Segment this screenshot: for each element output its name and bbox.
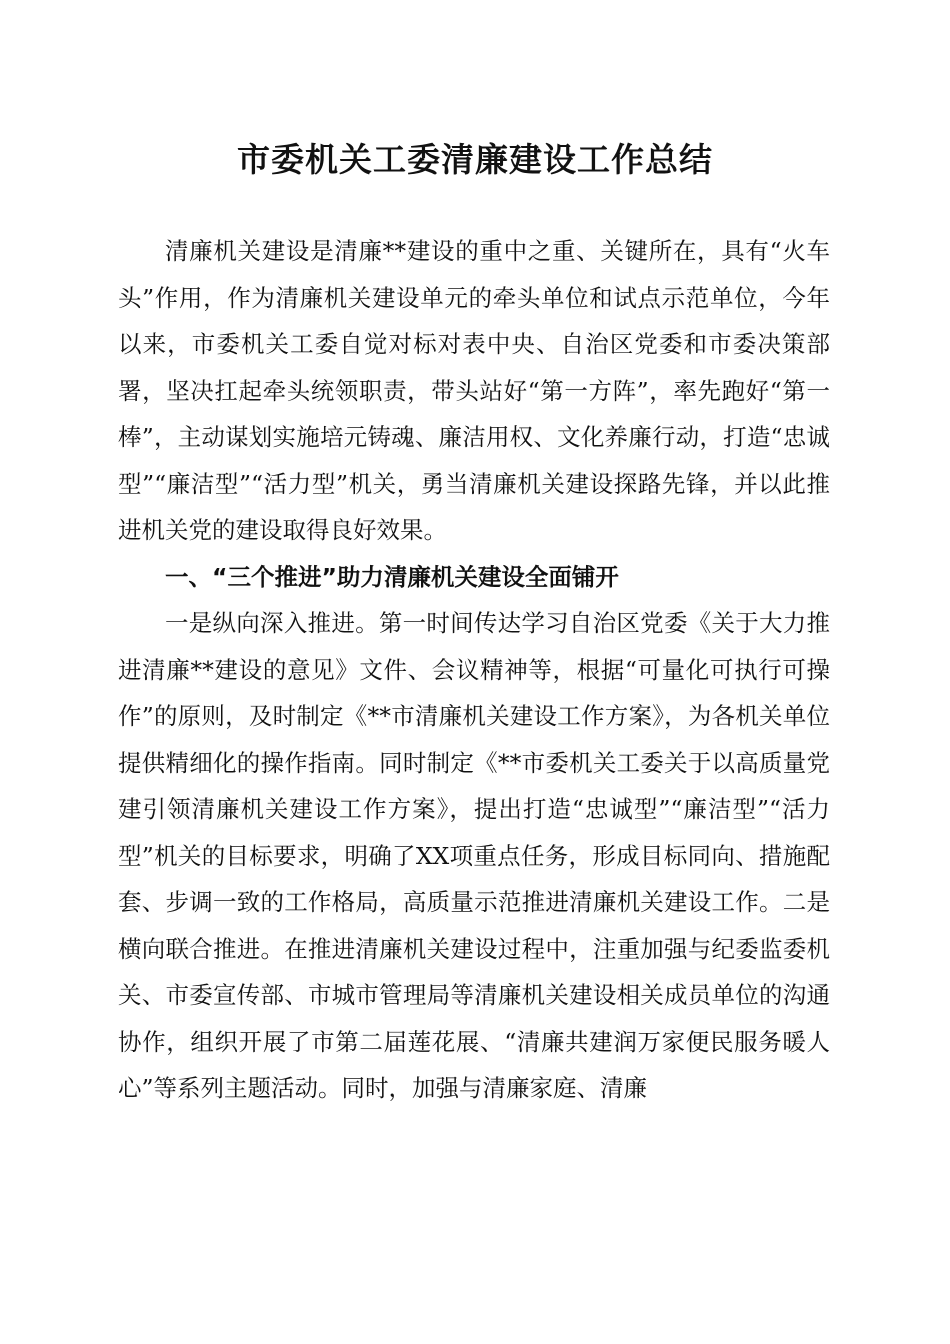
section-heading: 一、“三个推进”助力清廉机关建设全面铺开 [165, 562, 619, 591]
section-paragraph: 一是纵向深入推进。第一时间传达学习自治区党委《关于大力推进清廉**建设的意见》文件、会议精神等，根据“可量化可执行可操作”的原则，及时制定《**市清廉机关建设工作方案》，为各机关单位提供精细化的操作指南。同时制定《**市委机关工委关于以高质量党建引领清廉机关建设工作方案》，提出打造“忠诚型”“廉洁型”“活力型”机关的目标要求，明确了XX项重点任务，形成目标同向、措施配套、步调一致的工作格局，高质量示范推进清廉机关建设工作。二是横向联合推进。在推进清廉机关建设过程中，注重加强与纪委监委机关、市委宣传部、市城市管理局等清廉机关建设相关成员单位的沟通协作，组织开展了市第二届莲花展、“清廉共建润万家便民服务暖人心”等系列主题活动。同时，加强与清廉家庭、清廉 [118, 609, 830, 1102]
intro-paragraph: 清廉机关建设是清廉**建设的重中之重、关键所在，具有“火车头”作用，作为清廉机关建设单元的牵头单位和试点示范单位，今年以来，市委机关工委自觉对标对表中央、自治区党委和市委决策部署，坚决扛起牵头统领职责，带头站好“第一方阵”，率先跑好“第一棒”，主动谋划实施培元铸魂、廉洁用权、文化养廉行动，打造“忠诚型”“廉洁型”“活力型”机关，勇当清廉机关建设探路先锋，并以此推进机关党的建设取得良好效果。 [118, 237, 830, 544]
document-body [118, 228, 830, 1112]
document-title: 市委机关工委清廉建设工作总结 [237, 140, 713, 179]
